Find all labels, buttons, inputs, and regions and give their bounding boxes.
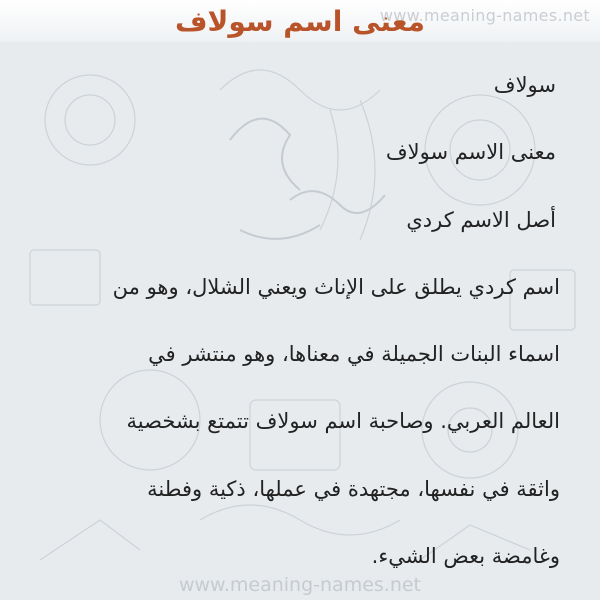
description-line: وغامضة بعض الشيء. <box>371 544 560 568</box>
description-line: اسم كردي يطلق على الإناث ويعني الشلال، وهو من <box>112 275 560 299</box>
bottom-watermark: www.meaning-names.net <box>178 574 422 596</box>
origin-line: أصل الاسم كردي <box>406 208 556 232</box>
description-line: العالم العربي. وصاحبة اسم سولاف تتمتع بشخصية <box>126 409 560 433</box>
description-line: واثقة في نفسها، مجتهدة في عملها، ذكية وفطنة <box>147 477 560 501</box>
name-line: سولاف <box>493 73 556 97</box>
top-watermark: www.meaning-names.net <box>379 6 590 25</box>
description-line: اسماء البنات الجميلة في معناها، وهو منتشر في <box>148 342 560 366</box>
meaning-line: معنى الاسم سولاف <box>385 140 556 164</box>
page-title: معنى اسم سولاف <box>175 5 425 38</box>
